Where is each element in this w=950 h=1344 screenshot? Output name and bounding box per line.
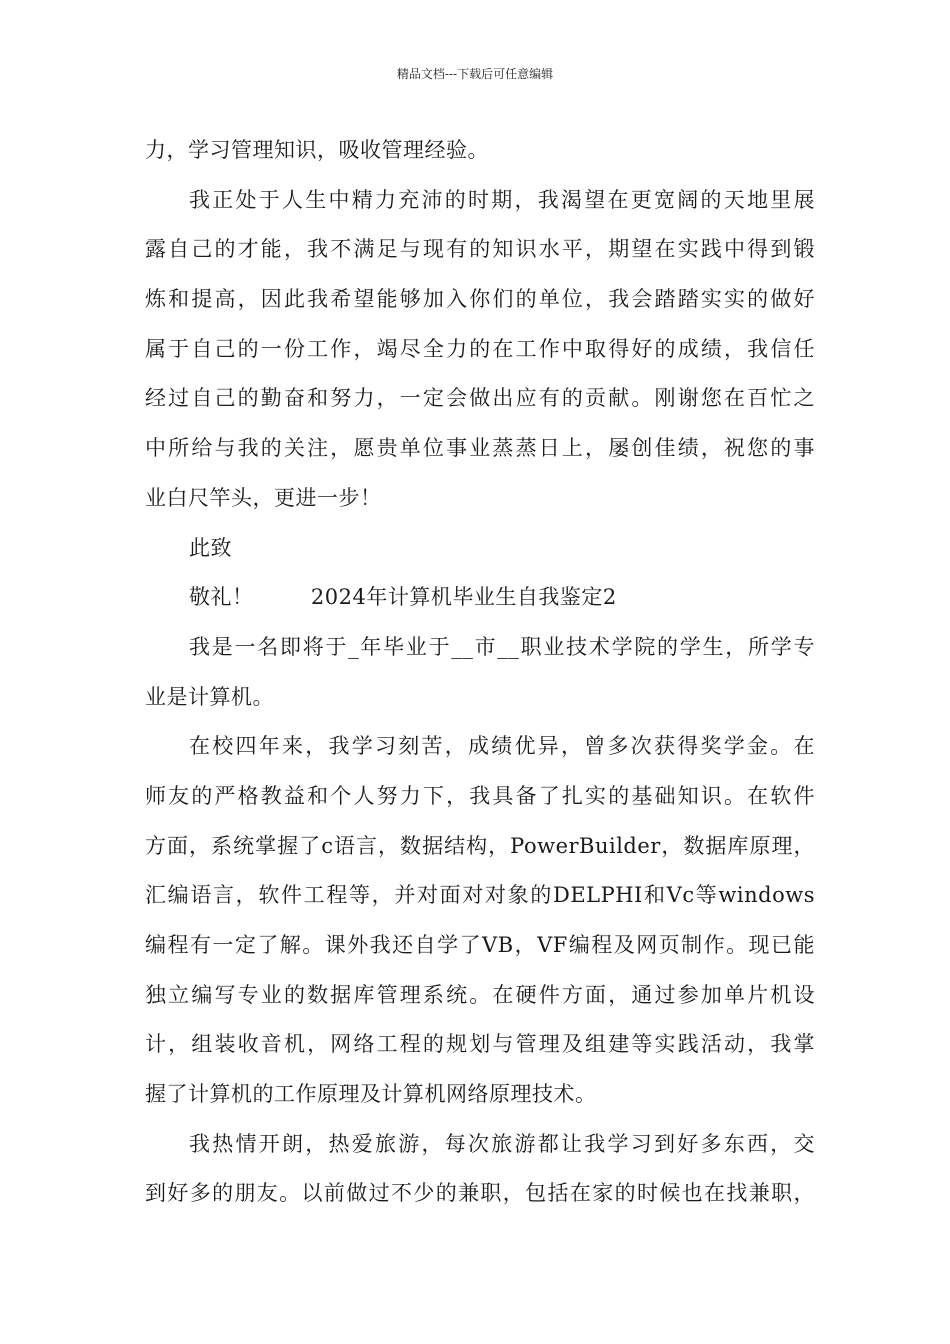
text-line: 业是计算机。 xyxy=(145,684,274,709)
text-line: 汇编语言，软件工程等，并对面对对象的DELPHI和Vc等windows xyxy=(145,883,815,908)
text-line: 握了计算机的工作原理及计算机网络原理技术。 xyxy=(145,1082,597,1107)
text-line: 中所给与我的关注，愿贵单位事业蒸蒸日上，屡创佳绩，祝您的事 xyxy=(145,436,815,461)
text-line: 露自己的才能，我不满足与现有的知识水平，期望在实践中得到锻 xyxy=(145,237,815,262)
page-header: 精品文档---下载后可任意编辑 xyxy=(396,67,554,81)
text-line: 力，学习管理知识，吸收管理经验。 xyxy=(145,138,489,162)
text-line: 炼和提高，因此我希望能够加入你们的单位，我会踏踏实实的做好 xyxy=(145,287,815,312)
text-line: 我正处于人生中精力充沛的时期，我渴望在更宽阔的天地里展 xyxy=(189,187,815,212)
text-line: 编程有一定了解。课外我还自学了VB，VF编程及网页制作。现已能 xyxy=(145,933,815,957)
text-line: 到好多的朋友。以前做过不少的兼职，包括在家的时候也在找兼职， xyxy=(145,1181,815,1206)
text-line: 业白尺竿头，更进一步！ xyxy=(145,485,382,510)
text-line: 在校四年来，我学习刻苦，成绩优异，曾多次获得奖学金。在 xyxy=(189,734,815,759)
text-line: 计，组装收音机，网络工程的规划与管理及组建等实践活动，我掌 xyxy=(145,1032,815,1057)
text-line: 独立编写专业的数据库管理系统。在硬件方面，通过参加单片机设 xyxy=(145,982,815,1007)
text-line: 方面，系统掌握了c语言，数据结构，PowerBuilder，数据库原理， xyxy=(145,833,815,858)
text-line: 师友的严格教益和个人努力下，我具备了扎实的基础知识。在软件 xyxy=(145,783,815,808)
text-line: 经过自己的勤奋和努力，一定会做出应有的贡献。刚谢您在百忙之 xyxy=(145,386,815,411)
text-line: 此致 xyxy=(189,535,232,560)
text-line: 我是一名即将于_年毕业于__市__职业技术学院的学生，所学专 xyxy=(189,634,815,659)
text-line: 属于自己的一份工作，竭尽全力的在工作中取得好的成绩，我信任 xyxy=(145,336,815,361)
text-line: 敬礼！ 2024年计算机毕业生自我鉴定2 xyxy=(189,585,617,610)
text-line: 我热情开朗，热爱旅游，每次旅游都让我学习到好多东西，交 xyxy=(189,1131,815,1156)
document-body xyxy=(145,126,815,1219)
